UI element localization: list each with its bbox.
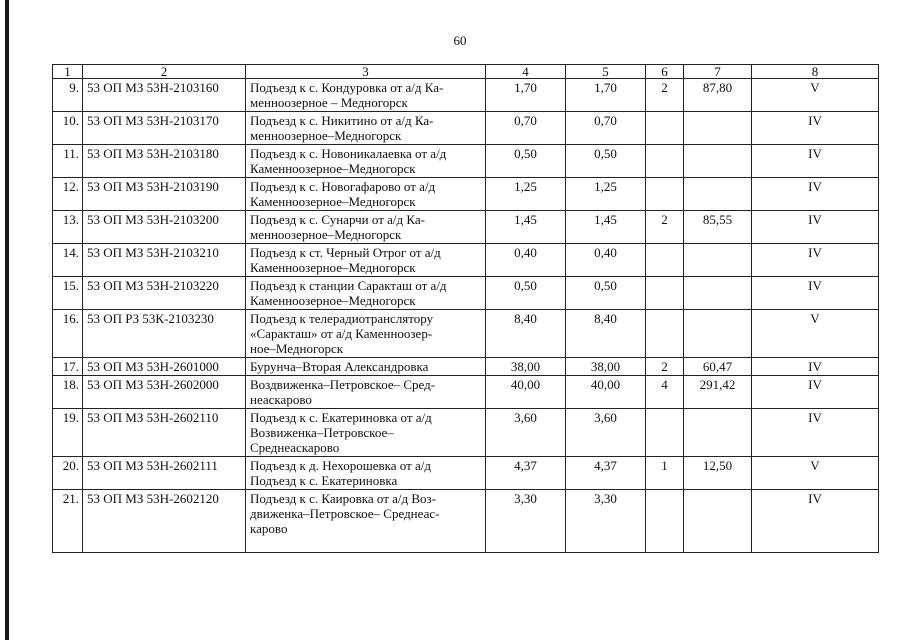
road-name-cell xyxy=(246,409,486,457)
length-hard-cell: 1,25 xyxy=(566,178,646,211)
road-name-line: «Саракташ» от а/д Каменноозер- xyxy=(250,326,433,341)
road-name-line: Бурунча–Вторая Александровка xyxy=(250,359,429,374)
column-header: 7 xyxy=(684,65,752,79)
road-code-cell: 53 ОП МЗ 53Н-2103220 xyxy=(83,277,246,310)
table-row xyxy=(53,145,879,178)
road-code-cell: 53 ОП МЗ 53Н-2103200 xyxy=(83,211,246,244)
road-name-line: Подъезд к с. Сунарчи от а/д Ка- xyxy=(250,212,425,227)
category-cell: IV xyxy=(752,409,879,457)
category-cell: IV xyxy=(752,358,879,376)
count-cell: 2 xyxy=(646,211,684,244)
road-name-cell xyxy=(246,244,486,277)
road-name-line: Подъезд к с. Кондуровка от а/д Ка- xyxy=(250,80,444,95)
left-margin-rule xyxy=(5,0,9,640)
count-cell xyxy=(646,112,684,145)
road-name-line: Подъезд к с. Никитино от а/д Ка- xyxy=(250,113,434,128)
length-total-cell: 0,70 xyxy=(486,112,566,145)
category-cell: IV xyxy=(752,178,879,211)
area-cell: 60,47 xyxy=(684,358,752,376)
road-name-line: Подъезд к с. Новогафарово от а/д xyxy=(250,179,436,194)
road-name-line: движенка–Петровское– Среднеас- xyxy=(250,506,440,521)
area-cell: 12,50 xyxy=(684,457,752,490)
category-cell: IV xyxy=(752,211,879,244)
road-code-cell: 53 ОП МЗ 53Н-2103190 xyxy=(83,178,246,211)
length-total-cell: 40,00 xyxy=(486,376,566,409)
area-cell: 291,42 xyxy=(684,376,752,409)
length-total-cell: 1,25 xyxy=(486,178,566,211)
length-hard-cell: 3,60 xyxy=(566,409,646,457)
road-name-line: Среднеаскарово xyxy=(250,440,340,455)
row-number-cell: 11. xyxy=(53,145,83,178)
row-number-cell: 13. xyxy=(53,211,83,244)
road-code-cell: 53 ОП МЗ 53Н-2103210 xyxy=(83,244,246,277)
length-total-cell: 0,50 xyxy=(486,277,566,310)
column-header: 2 xyxy=(83,65,246,79)
count-cell xyxy=(646,145,684,178)
count-cell xyxy=(646,310,684,358)
road-name-line: Подъезд к с. Екатериновка xyxy=(250,473,398,488)
table-row xyxy=(53,178,879,211)
row-number-cell: 9. xyxy=(53,79,83,112)
count-cell: 4 xyxy=(646,376,684,409)
road-code-cell: 53 ОП МЗ 53Н-2602110 xyxy=(83,409,246,457)
table-row xyxy=(53,409,879,457)
category-cell: IV xyxy=(752,244,879,277)
area-cell xyxy=(684,178,752,211)
length-total-cell: 4,37 xyxy=(486,457,566,490)
row-number-cell: 10. xyxy=(53,112,83,145)
table-row xyxy=(53,79,879,112)
length-hard-cell: 38,00 xyxy=(566,358,646,376)
length-hard-cell: 40,00 xyxy=(566,376,646,409)
road-name-line: Каменноозерное–Медногорск xyxy=(250,194,416,209)
road-code-cell: 53 ОП МЗ 53Н-2601000 xyxy=(83,358,246,376)
column-header: 5 xyxy=(566,65,646,79)
road-name-line: Подъезд к телерадиотранслятору xyxy=(250,311,434,326)
road-name-line: Каменноозерное–Медногорск xyxy=(250,161,416,176)
length-total-cell: 0,40 xyxy=(486,244,566,277)
area-cell xyxy=(684,310,752,358)
road-name-line: Подъезд к с. Екатериновка от а/д xyxy=(250,410,432,425)
road-name-cell xyxy=(246,277,486,310)
row-number-cell: 17. xyxy=(53,358,83,376)
length-hard-cell: 1,45 xyxy=(566,211,646,244)
count-cell xyxy=(646,409,684,457)
length-total-cell: 3,30 xyxy=(486,490,566,553)
road-name-cell xyxy=(246,79,486,112)
road-name-cell xyxy=(246,457,486,490)
column-header: 3 xyxy=(246,65,486,79)
road-code-cell: 53 ОП МЗ 53Н-2602000 xyxy=(83,376,246,409)
category-cell: V xyxy=(752,310,879,358)
category-cell: V xyxy=(752,457,879,490)
length-hard-cell: 4,37 xyxy=(566,457,646,490)
road-code-cell: 53 ОП МЗ 53Н-2103160 xyxy=(83,79,246,112)
length-hard-cell: 1,70 xyxy=(566,79,646,112)
table-row xyxy=(53,211,879,244)
road-name-line: Подъезд к ст. Черный Отрог от а/д xyxy=(250,245,441,260)
column-header: 4 xyxy=(486,65,566,79)
road-code-cell: 53 ОП МЗ 53Н-2602120 xyxy=(83,490,246,553)
header-row xyxy=(53,65,879,79)
category-cell: IV xyxy=(752,145,879,178)
table-row xyxy=(53,376,879,409)
row-number-cell: 14. xyxy=(53,244,83,277)
area-cell xyxy=(684,490,752,553)
area-cell xyxy=(684,112,752,145)
count-cell xyxy=(646,178,684,211)
row-number-cell: 12. xyxy=(53,178,83,211)
road-name-cell xyxy=(246,358,486,376)
length-hard-cell: 8,40 xyxy=(566,310,646,358)
row-number-cell: 18. xyxy=(53,376,83,409)
road-name-line: Подъезд к станции Саракташ от а/д xyxy=(250,278,447,293)
road-name-cell xyxy=(246,310,486,358)
road-name-cell xyxy=(246,112,486,145)
road-name-line: ное–Медногорск xyxy=(250,341,344,356)
road-name-cell xyxy=(246,178,486,211)
table-row xyxy=(53,277,879,310)
column-header: 6 xyxy=(646,65,684,79)
length-total-cell: 8,40 xyxy=(486,310,566,358)
area-cell xyxy=(684,277,752,310)
length-hard-cell: 0,50 xyxy=(566,277,646,310)
length-hard-cell: 3,30 xyxy=(566,490,646,553)
road-name-line: Каменноозерное–Медногорск xyxy=(250,260,416,275)
table-row xyxy=(53,358,879,376)
count-cell: 1 xyxy=(646,457,684,490)
area-cell: 85,55 xyxy=(684,211,752,244)
road-name-line: Каменноозерное–Медногорск xyxy=(250,293,416,308)
row-number-cell: 19. xyxy=(53,409,83,457)
road-name-line: менноозерное – Медногорск xyxy=(250,95,408,110)
row-number-cell: 21. xyxy=(53,490,83,553)
road-name-line: неаскарово xyxy=(250,392,312,407)
table-row xyxy=(53,112,879,145)
row-number-cell: 16. xyxy=(53,310,83,358)
count-cell xyxy=(646,244,684,277)
category-cell: IV xyxy=(752,277,879,310)
road-name-cell xyxy=(246,211,486,244)
count-cell xyxy=(646,490,684,553)
road-name-line: менноозерное–Медногорск xyxy=(250,227,402,242)
road-code-cell: 53 ОП МЗ 53Н-2602111 xyxy=(83,457,246,490)
area-cell: 87,80 xyxy=(684,79,752,112)
count-cell xyxy=(646,277,684,310)
table-row xyxy=(53,490,879,553)
column-header: 1 xyxy=(53,65,83,79)
count-cell: 2 xyxy=(646,79,684,112)
category-cell: IV xyxy=(752,490,879,553)
road-name-line: Подъезд к д. Нехорошевка от а/д xyxy=(250,458,432,473)
road-name-line: карово xyxy=(250,521,288,536)
road-code-cell: 53 ОП МЗ 53Н-2103170 xyxy=(83,112,246,145)
length-hard-cell: 0,70 xyxy=(566,112,646,145)
area-cell xyxy=(684,145,752,178)
column-header: 8 xyxy=(752,65,879,79)
row-number-cell: 20. xyxy=(53,457,83,490)
road-name-line: Подъезд к с. Новоникалаевка от а/д xyxy=(250,146,447,161)
category-cell: IV xyxy=(752,112,879,145)
length-total-cell: 38,00 xyxy=(486,358,566,376)
road-name-cell xyxy=(246,145,486,178)
road-code-cell: 53 ОП РЗ 53К-2103230 xyxy=(83,310,246,358)
road-name-cell xyxy=(246,376,486,409)
road-name-line: менноозерное–Медногорск xyxy=(250,128,402,143)
length-total-cell: 0,50 xyxy=(486,145,566,178)
category-cell: V xyxy=(752,79,879,112)
count-cell: 2 xyxy=(646,358,684,376)
length-hard-cell: 0,40 xyxy=(566,244,646,277)
table-body xyxy=(53,65,879,553)
table-row xyxy=(53,457,879,490)
road-name-line: Возвиженка–Петровское– xyxy=(250,425,394,440)
length-hard-cell: 0,50 xyxy=(566,145,646,178)
road-name-cell xyxy=(246,490,486,553)
page-number: 60 xyxy=(453,33,467,48)
area-cell xyxy=(684,409,752,457)
roads-table xyxy=(52,64,879,553)
table-row xyxy=(53,244,879,277)
road-name-line: Воздвиженка–Петровское– Сред- xyxy=(250,377,436,392)
category-cell: IV xyxy=(752,376,879,409)
length-total-cell: 3,60 xyxy=(486,409,566,457)
length-total-cell: 1,70 xyxy=(486,79,566,112)
row-number-cell: 15. xyxy=(53,277,83,310)
road-name-line: Подъезд к с. Каировка от а/д Воз- xyxy=(250,491,437,506)
road-code-cell: 53 ОП МЗ 53Н-2103180 xyxy=(83,145,246,178)
length-total-cell: 1,45 xyxy=(486,211,566,244)
table-row xyxy=(53,310,879,358)
area-cell xyxy=(684,244,752,277)
